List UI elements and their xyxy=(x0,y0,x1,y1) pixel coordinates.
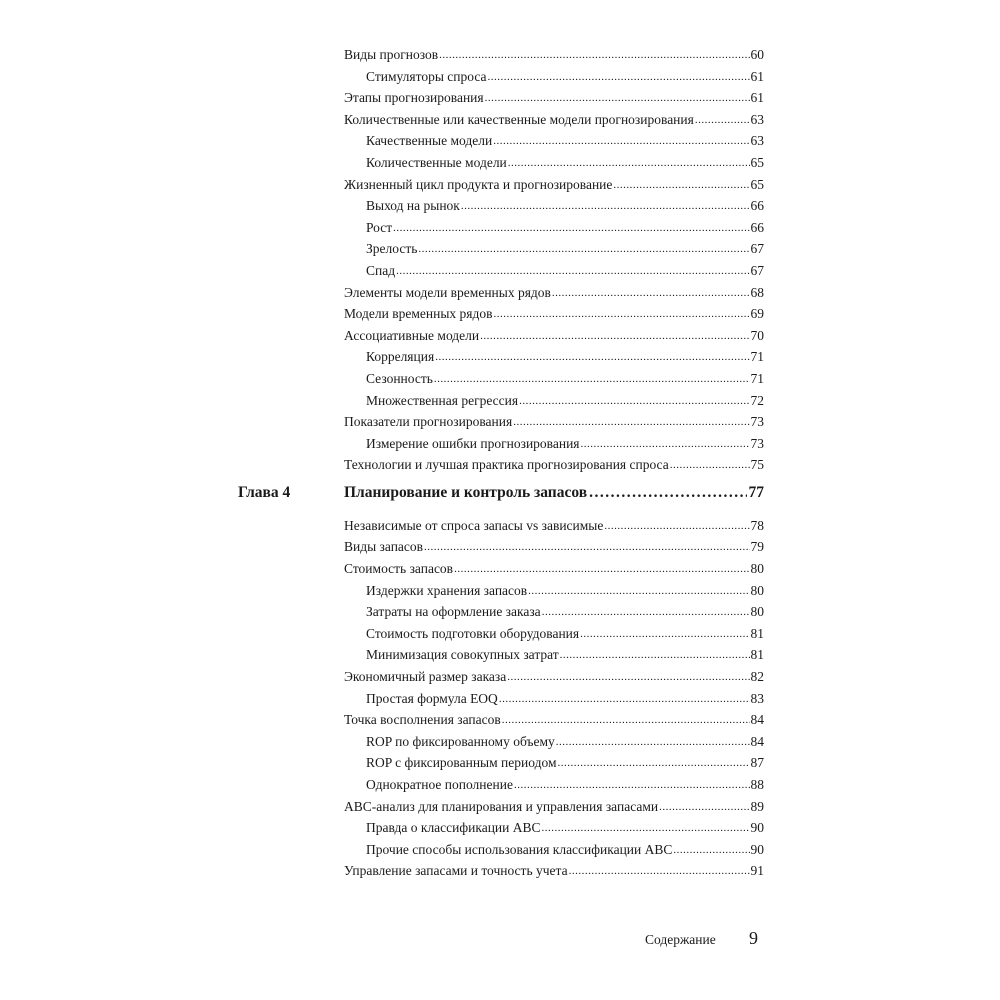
toc-entry-title: Корреляция xyxy=(366,349,435,365)
toc-entry[interactable] xyxy=(344,220,764,242)
toc-leader-dots xyxy=(485,89,750,105)
toc-entry-page: 73 xyxy=(750,414,764,430)
chapter-title: Планирование и контроль запасов xyxy=(344,483,588,501)
toc-entry-page: 80 xyxy=(750,561,764,577)
toc-entry-title: Правда о классификации ABC xyxy=(366,820,541,836)
toc-entry-page: 71 xyxy=(750,349,764,365)
toc-entry-page: 75 xyxy=(750,457,764,473)
table-of-contents xyxy=(238,47,764,885)
toc-entry[interactable] xyxy=(344,457,764,479)
toc-leader-dots xyxy=(424,538,749,554)
toc-entry-page: 65 xyxy=(750,176,764,192)
toc-leader-dots xyxy=(499,690,750,706)
toc-leader-dots xyxy=(493,305,749,321)
toc-leader-dots xyxy=(613,176,749,192)
toc-entry[interactable] xyxy=(344,518,764,540)
toc-entry-title: Количественные или качественные модели прогнозирования xyxy=(344,111,694,127)
toc-entry[interactable] xyxy=(344,198,764,220)
toc-leader-dots xyxy=(558,754,750,770)
toc-leader-dots xyxy=(604,517,749,533)
toc-entry-page: 66 xyxy=(750,198,764,214)
toc-leader-dots xyxy=(670,456,750,472)
toc-entry-page: 78 xyxy=(750,517,764,533)
toc-leader-dots xyxy=(480,327,749,343)
toc-leader-dots xyxy=(393,219,749,235)
chapter-leader-dots xyxy=(589,484,746,502)
toc-entry-title: Сезонность xyxy=(366,370,433,386)
toc-entry-title: Выход на рынок xyxy=(366,198,460,214)
toc-entry-page: 80 xyxy=(750,604,764,620)
toc-entry[interactable] xyxy=(344,842,764,864)
chapter-heading[interactable] xyxy=(238,483,764,516)
toc-entry[interactable] xyxy=(344,755,764,777)
toc-entry-title: Издержки хранения запасов xyxy=(366,582,528,598)
toc-section-after xyxy=(344,518,764,885)
toc-entry-page: 89 xyxy=(750,798,764,814)
toc-entry-title: Зрелость xyxy=(366,241,418,257)
toc-entry[interactable] xyxy=(344,820,764,842)
toc-entry-title: Стоимость запасов xyxy=(344,561,454,577)
toc-entry-title: Рост xyxy=(366,219,393,235)
toc-entry-page: 81 xyxy=(750,625,764,641)
toc-entry-page: 70 xyxy=(750,327,764,343)
toc-leader-dots xyxy=(434,370,750,386)
toc-entry-page: 80 xyxy=(750,582,764,598)
toc-entry-title: Минимизация совокупных затрат xyxy=(366,647,559,663)
toc-leader-dots xyxy=(581,435,750,451)
toc-leader-dots xyxy=(454,560,749,576)
toc-leader-dots xyxy=(542,819,750,835)
toc-leader-dots xyxy=(560,646,750,662)
toc-entry[interactable] xyxy=(344,626,764,648)
toc-entry-title: ABC-анализ для планирования и управления запасами xyxy=(344,798,659,814)
toc-leader-dots xyxy=(507,668,749,684)
toc-leader-dots xyxy=(673,841,749,857)
toc-entry[interactable] xyxy=(344,669,764,691)
toc-entry-title: Затраты на оформление заказа xyxy=(366,604,541,620)
toc-entry-title: Стоимость подготовки оборудования xyxy=(366,625,580,641)
toc-entry-title: Прочие способы использования классификации ABC xyxy=(366,841,673,857)
toc-entry-title: Качественные модели xyxy=(366,133,493,149)
toc-leader-dots xyxy=(659,798,749,814)
toc-entry-title: Измерение ошибки прогнозирования xyxy=(366,435,580,451)
toc-entry[interactable] xyxy=(344,604,764,626)
toc-entry-page: 90 xyxy=(750,841,764,857)
toc-leader-dots xyxy=(435,348,749,364)
toc-entry-title: Однократное пополнение xyxy=(366,777,513,792)
toc-entry-title: Технологии и лучшая практика прогнозирования спроса xyxy=(344,457,669,473)
toc-entry-page: 63 xyxy=(750,111,764,127)
toc-entry-page: 84 xyxy=(750,712,764,728)
toc-entry[interactable] xyxy=(344,414,764,436)
toc-leader-dots xyxy=(556,733,750,749)
toc-leader-dots xyxy=(519,392,749,408)
toc-entry-title: Виды прогнозов xyxy=(344,47,439,62)
toc-entry-title: Ассоциативные модели xyxy=(344,327,480,343)
toc-entry-page: 84 xyxy=(750,733,764,749)
toc-section-before xyxy=(344,47,764,479)
toc-entry[interactable] xyxy=(344,647,764,669)
toc-entry-title: Элементы модели временных рядов xyxy=(344,284,551,300)
footer-page-number: 9 xyxy=(749,928,758,948)
toc-entry-page: 71 xyxy=(750,370,764,386)
toc-entry[interactable] xyxy=(344,155,764,177)
toc-entry-title: Показатели прогнозирования xyxy=(344,414,513,430)
toc-leader-dots xyxy=(396,262,749,278)
toc-entry-title: Простая формула EOQ xyxy=(366,690,498,706)
toc-entry-page: 91 xyxy=(750,863,764,879)
toc-entry-page: 65 xyxy=(750,154,764,170)
toc-leader-dots xyxy=(493,132,749,148)
toc-entry-page: 82 xyxy=(750,669,764,685)
toc-leader-dots xyxy=(552,284,750,300)
toc-entry[interactable] xyxy=(344,349,764,371)
toc-entry[interactable] xyxy=(344,712,764,734)
chapter-page: 77 xyxy=(748,483,764,501)
toc-entry[interactable] xyxy=(344,436,764,458)
toc-entry-title: Точка восполнения запасов xyxy=(344,712,501,728)
toc-entry[interactable] xyxy=(344,691,764,713)
toc-entry[interactable] xyxy=(344,734,764,756)
toc-entry-page: 90 xyxy=(750,820,764,836)
toc-entry-page: 67 xyxy=(750,262,764,278)
toc-entry-title: Экономичный размер заказа xyxy=(344,669,507,685)
toc-entry[interactable] xyxy=(344,393,764,415)
toc-leader-dots xyxy=(528,582,749,598)
toc-entry-page: 66 xyxy=(750,219,764,235)
toc-entry[interactable] xyxy=(344,263,764,285)
toc-entry-page: 72 xyxy=(750,392,764,408)
toc-entry-title: Виды запасов xyxy=(344,539,424,555)
toc-entry-page: 73 xyxy=(750,435,764,451)
toc-leader-dots xyxy=(513,413,749,429)
toc-entry-title: ROP по фиксированному объему xyxy=(366,733,555,749)
toc-entry[interactable] xyxy=(344,799,764,821)
toc-entry-page: 81 xyxy=(750,647,764,663)
toc-entry-page: 88 xyxy=(750,777,764,792)
chapter-label: Глава 4 xyxy=(238,483,291,501)
toc-entry-page: 87 xyxy=(750,755,764,771)
toc-leader-dots xyxy=(418,240,749,256)
toc-entry-title: Жизненный цикл продукта и прогнозирование xyxy=(344,176,613,192)
toc-leader-dots xyxy=(580,625,749,641)
toc-entry-title: Управление запасами и точность учета xyxy=(344,863,568,879)
toc-entry[interactable] xyxy=(344,47,764,69)
toc-entry-title: ROP с фиксированным периодом xyxy=(366,755,557,771)
toc-entry-page: 83 xyxy=(750,690,764,706)
toc-entry-title: Количественные модели xyxy=(366,154,507,170)
toc-leader-dots xyxy=(502,711,750,727)
toc-entry[interactable] xyxy=(344,133,764,155)
toc-entry-title: Спад xyxy=(366,262,396,278)
toc-leader-dots xyxy=(439,46,749,62)
toc-leader-dots xyxy=(508,154,750,170)
toc-entry[interactable] xyxy=(344,777,764,799)
toc-entry-title: Модели временных рядов xyxy=(344,306,493,322)
toc-entry[interactable] xyxy=(344,539,764,561)
toc-leader-dots xyxy=(542,603,750,619)
footer-section-title: Содержание xyxy=(645,932,716,947)
toc-entry-title: Множественная регрессия xyxy=(366,392,519,408)
toc-entry[interactable] xyxy=(344,241,764,263)
toc-entry-title: Этапы прогнозирования xyxy=(344,90,484,106)
toc-entry-page: 79 xyxy=(750,539,764,555)
toc-leader-dots xyxy=(695,111,750,127)
toc-entry[interactable] xyxy=(344,561,764,583)
toc-leader-dots xyxy=(487,68,749,84)
toc-entry[interactable] xyxy=(344,285,764,307)
toc-entry[interactable] xyxy=(344,306,764,328)
toc-entry-page: 61 xyxy=(750,90,764,106)
toc-entry[interactable] xyxy=(344,112,764,134)
toc-entry[interactable] xyxy=(344,371,764,393)
toc-entry[interactable] xyxy=(344,863,764,885)
toc-entry[interactable] xyxy=(344,69,764,91)
toc-entry-page: 68 xyxy=(750,284,764,300)
toc-entry[interactable] xyxy=(344,90,764,112)
toc-entry-page: 69 xyxy=(750,306,764,322)
page-footer xyxy=(0,928,1000,952)
toc-entry-page: 61 xyxy=(750,68,764,84)
toc-leader-dots xyxy=(514,776,750,792)
toc-entry-page: 63 xyxy=(750,133,764,149)
toc-entry-title: Независимые от спроса запасы vs зависимые xyxy=(344,517,604,533)
toc-entry-title: Стимуляторы спроса xyxy=(366,68,487,84)
toc-entry-page: 67 xyxy=(750,241,764,257)
toc-entry-page: 60 xyxy=(750,47,764,62)
toc-entry[interactable] xyxy=(344,328,764,350)
toc-entry[interactable] xyxy=(344,583,764,605)
toc-leader-dots xyxy=(461,197,750,213)
toc-entry[interactable] xyxy=(344,177,764,199)
toc-leader-dots xyxy=(569,862,750,878)
